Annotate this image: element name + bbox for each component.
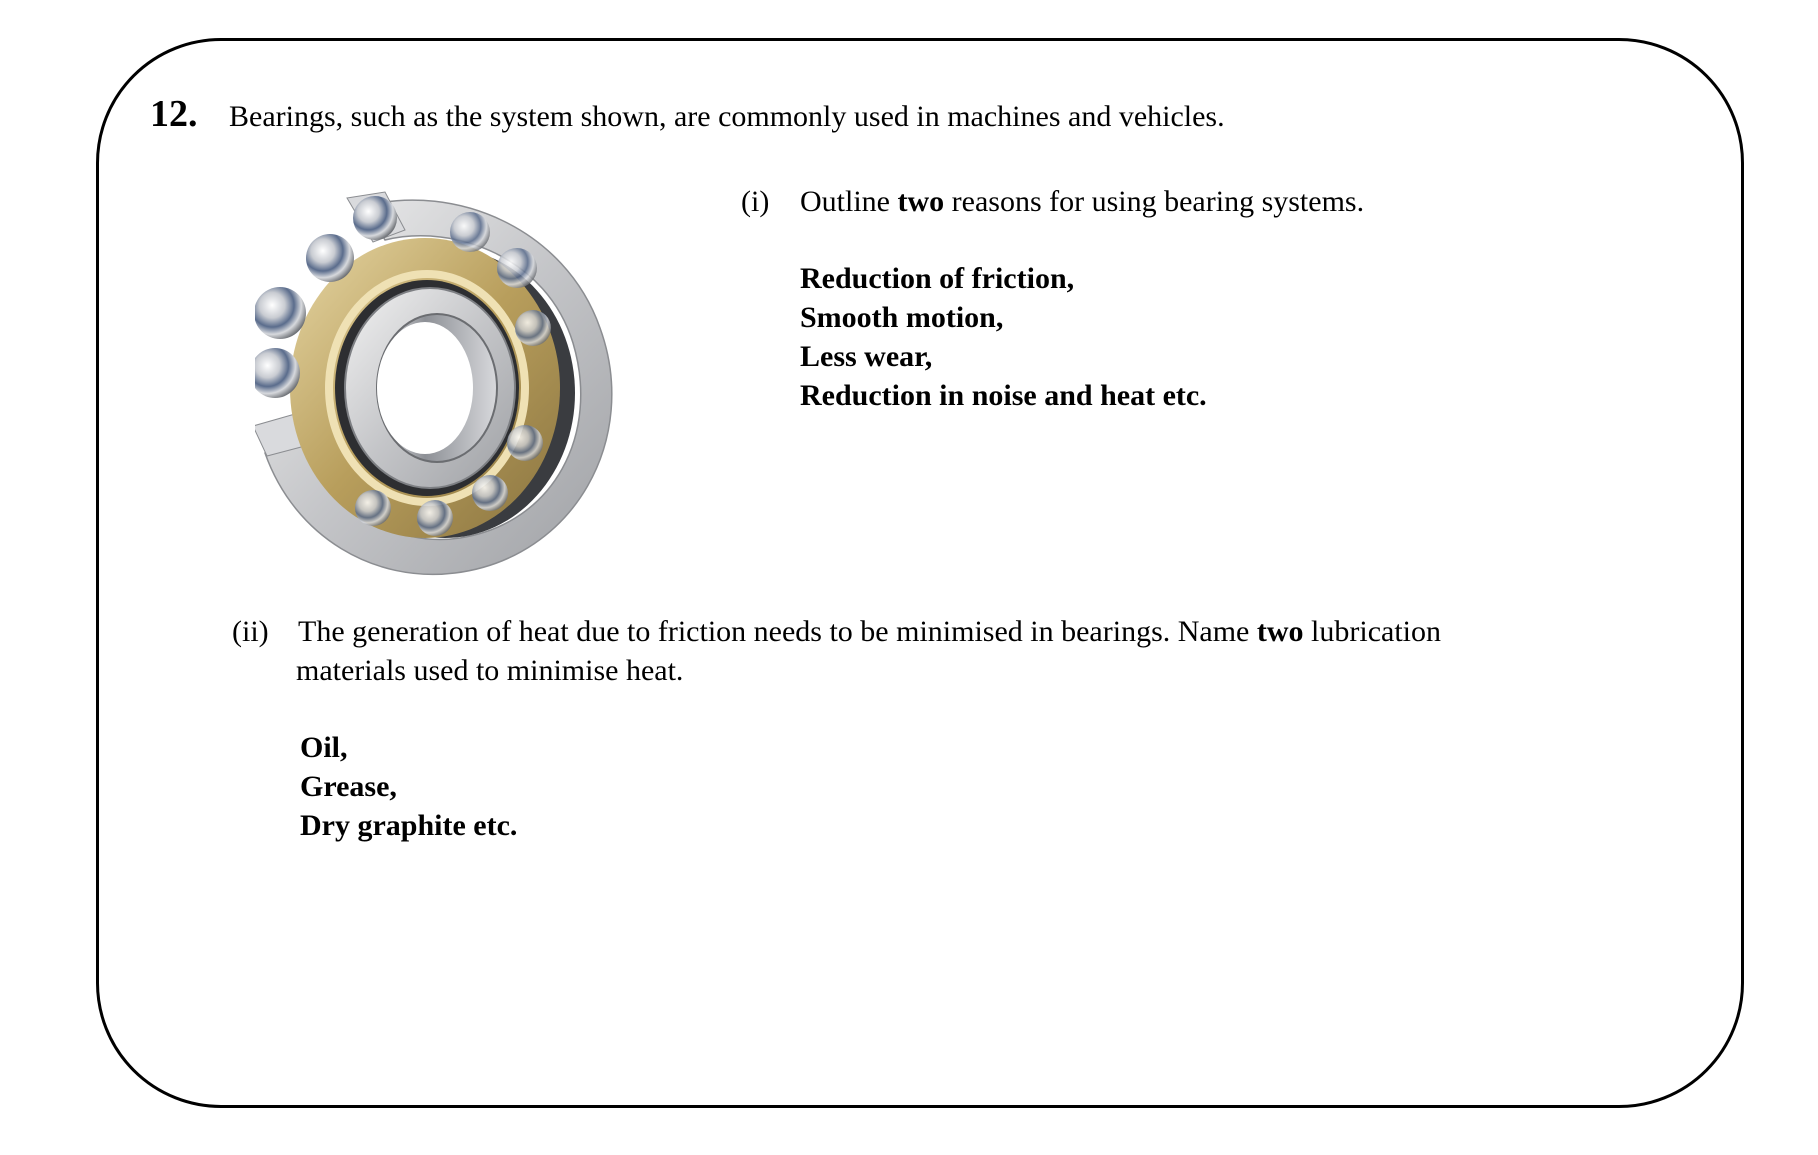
ball-bearing-illustration <box>255 188 630 578</box>
part-ii-prompt-text-end: lubrication <box>1303 615 1441 648</box>
part-ii-prompt-line1 <box>298 612 1441 651</box>
part-i-prompt-text: Outline <box>800 185 898 218</box>
part-i-label: (i) <box>741 185 770 218</box>
answer-line: Reduction of friction, <box>800 262 1075 295</box>
part-ii-answers <box>300 728 517 845</box>
part-i-prompt-emphasis: two <box>897 185 945 218</box>
answer-line: Less wear, <box>800 340 933 373</box>
answer-line: Reduction in noise and heat etc. <box>800 379 1207 412</box>
part-i-answers <box>800 259 1207 415</box>
question-stem: Bearings, such as the system shown, are commonly used in machines and vehicles. <box>229 100 1225 133</box>
part-i-prompt-text-end: reasons for using bearing systems. <box>944 185 1365 218</box>
part-ii-label: (ii) <box>232 615 269 648</box>
answer-line: Smooth motion, <box>800 301 1004 334</box>
answer-line: Grease, <box>300 770 397 803</box>
part-ii-prompt-text: The generation of heat due to friction needs to be minimised in bearings. Name <box>298 615 1257 648</box>
part-ii-prompt-emphasis: two <box>1256 615 1304 648</box>
part-ii-prompt-line2: materials used to minimise heat. <box>296 654 684 687</box>
question-number: 12. <box>150 93 198 135</box>
answer-line: Oil, <box>300 731 348 764</box>
part-i-prompt <box>800 182 1364 221</box>
answer-line: Dry graphite etc. <box>300 809 518 842</box>
